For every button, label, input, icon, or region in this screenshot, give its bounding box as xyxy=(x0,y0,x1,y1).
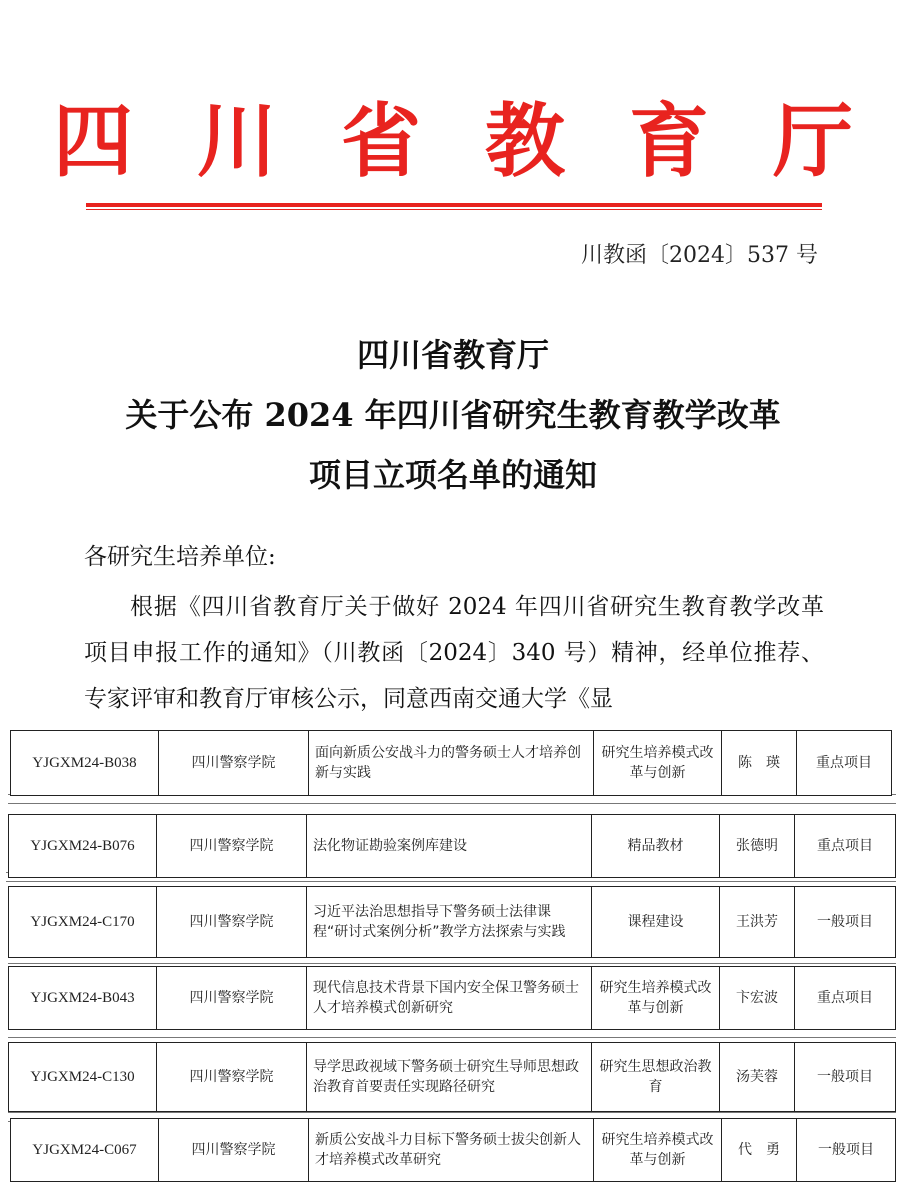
project-unit: 四川警察学院 xyxy=(157,1043,307,1111)
project-leader: 汤芙蓉 xyxy=(720,1043,795,1111)
project-leader: 陈 瑛 xyxy=(722,731,797,795)
masthead-char: 四 xyxy=(53,95,133,188)
masthead-char: 省 xyxy=(341,95,421,188)
project-unit: 四川警察学院 xyxy=(157,967,307,1029)
project-level: 一般项目 xyxy=(818,1142,874,1158)
project-category: 精品教材 xyxy=(592,815,720,877)
project-code: YJGXM24-B043 xyxy=(9,967,157,1029)
project-code: YJGXM24-B038 xyxy=(11,731,159,795)
project-category: 研究生思想政治教育 xyxy=(592,1043,720,1111)
masthead-char: 育 xyxy=(629,95,709,188)
project-leader: 代 勇 xyxy=(722,1119,797,1181)
project-category: 研究生培养模式改革与创新 xyxy=(592,967,720,1029)
project-category: 课程建设 xyxy=(592,887,720,957)
title-line-3: 项目立项名单的通知 xyxy=(308,456,597,494)
body-paragraph: 根据《四川省教育厅关于做好 2024 年四川省研究生教育教学改革项目申报工作的通知》（川教函〔2024〕340 号）精神，经单位推荐、专家评审和教育厅审核公示，同意西南交通大学《显 xyxy=(84,594,824,712)
document-number: 川教函〔2024〕537 号 xyxy=(581,243,818,268)
project-unit: 四川警察学院 xyxy=(159,1119,309,1181)
project-code: YJGXM24-B076 xyxy=(9,815,157,877)
table-row xyxy=(8,886,896,958)
project-level: 重点项目 xyxy=(817,990,873,1006)
project-category: 研究生培养模式改革与创新 xyxy=(594,731,722,795)
project-code: YJGXM24-C067 xyxy=(11,1119,159,1181)
project-level: 一般项目 xyxy=(817,1069,873,1085)
masthead-char: 厅 xyxy=(773,95,853,188)
project-name: 现代信息技术背景下国内安全保卫警务硕士人才培养模式创新研究 xyxy=(307,967,592,1029)
masthead-char: 教 xyxy=(485,95,565,188)
masthead-rule-thick xyxy=(86,203,822,207)
salutation: 各研究生培养单位: xyxy=(84,544,276,570)
title-line-1: 四川省教育厅 xyxy=(356,336,549,374)
project-name: 面向新质公安战斗力的警务硕士人才培养创新与实践 xyxy=(309,731,594,795)
project-name: 习近平法治思想指导下警务硕士法律课程“研讨式案例分析”教学方法探索与实践 xyxy=(307,887,592,957)
table-row xyxy=(10,730,892,796)
masthead-rule-thin xyxy=(86,209,822,210)
masthead xyxy=(0,92,906,192)
masthead-char: 川 xyxy=(197,95,277,188)
project-table-excerpt xyxy=(0,724,906,1185)
project-unit: 四川警察学院 xyxy=(157,887,307,957)
table-row xyxy=(8,814,896,878)
project-category: 研究生培养模式改革与创新 xyxy=(594,1119,722,1181)
project-level: 重点项目 xyxy=(816,755,872,771)
project-leader: 张德明 xyxy=(720,815,795,877)
project-level: 重点项目 xyxy=(817,838,873,854)
project-code: YJGXM24-C170 xyxy=(9,887,157,957)
table-row xyxy=(8,966,896,1030)
project-level: 一般项目 xyxy=(817,914,873,930)
title-line-2: 关于公布 2024 年四川省研究生教育教学改革 xyxy=(125,396,781,434)
project-unit: 四川警察学院 xyxy=(157,815,307,877)
project-name: 新质公安战斗力目标下警务硕士拔尖创新人才培养模式改革研究 xyxy=(309,1119,594,1181)
table-row xyxy=(10,1118,896,1182)
table-row xyxy=(8,1042,896,1112)
project-name: 导学思政视域下警务硕士研究生导师思想政治教育首要责任实现路径研究 xyxy=(307,1043,592,1111)
project-code: YJGXM24-C130 xyxy=(9,1043,157,1111)
project-leader: 卞宏波 xyxy=(720,967,795,1029)
project-leader: 王洪芳 xyxy=(720,887,795,957)
project-name: 法化物证勘验案例库建设 xyxy=(307,815,592,877)
project-unit: 四川警察学院 xyxy=(159,731,309,795)
